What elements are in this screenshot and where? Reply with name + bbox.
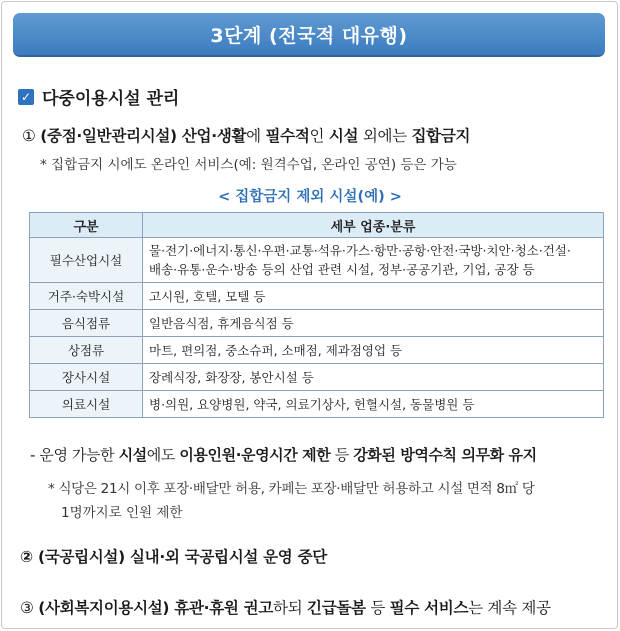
excluded-facilities-table bbox=[29, 212, 604, 418]
row-detail: 장례식장, 화장장, 봉안시설 등 bbox=[143, 364, 604, 391]
row-detail: 마트, 편의점, 중소슈퍼, 소매점, 제과점영업 등 bbox=[143, 337, 604, 364]
row-category: 상점류 bbox=[30, 337, 143, 364]
stage-title-banner bbox=[13, 13, 605, 55]
item-2 bbox=[20, 545, 327, 567]
item-1-text-d: 인 bbox=[309, 127, 329, 145]
row-category: 음식점류 bbox=[30, 310, 143, 337]
header-detail: 세부 업종·분류 bbox=[143, 213, 604, 238]
row-category: 장사시설 bbox=[30, 364, 143, 391]
item-3-text-f: 는 계속 제공 bbox=[468, 599, 551, 617]
item-1-text-c: 필수적 bbox=[265, 127, 310, 145]
row-category: 의료시설 bbox=[30, 391, 143, 418]
dash-text-d: 이용인원·운영시간 제한 bbox=[179, 446, 331, 464]
item-3-text-d: 등 bbox=[365, 599, 390, 617]
item-2-number: ② bbox=[20, 548, 33, 566]
table-caption: < 집합금지 제외 시설(예) > bbox=[218, 189, 402, 205]
dash-text-b: 시설 bbox=[118, 446, 147, 464]
header-category: 구분 bbox=[30, 213, 143, 238]
item-1-text-e: 시설 bbox=[328, 127, 359, 145]
item-1-text-f: 외에는 bbox=[358, 127, 412, 145]
table-row bbox=[30, 238, 604, 283]
item-1-text-a: (중점·일반관리시설) 산업·생활 bbox=[40, 127, 247, 145]
item-1-text-b: 에 bbox=[246, 127, 266, 145]
row-detail-line: 배송·유통·운수·방송 등의 산업 관련 시설, 정부·공공기관, 기업, 공장 등 bbox=[149, 262, 535, 277]
item-3 bbox=[20, 596, 551, 618]
item-3-text-c: 긴급돌봄 bbox=[307, 599, 366, 617]
item-3-text-b: 하되 bbox=[273, 599, 308, 617]
dash-text-e: 등 bbox=[330, 446, 354, 464]
row-category: 필수산업시설 bbox=[30, 238, 143, 283]
dash-text-c: 에도 bbox=[146, 446, 180, 464]
note-restaurant-line-1: * 식당은 21시 이후 포장·배달만 허용, 카페는 포장·배달만 허용하고 시설 면적 8㎡ 당 bbox=[48, 481, 535, 497]
item-3-text-a: (사회복지이용시설) 휴관·휴원 권고 bbox=[38, 599, 274, 617]
table-row bbox=[30, 391, 604, 418]
dash-text-a: - 운영 가능한 bbox=[30, 446, 119, 464]
checkbox-icon: ✓ bbox=[18, 89, 34, 105]
table-row bbox=[30, 337, 604, 364]
item-1-text-g: 집합금지 bbox=[411, 127, 471, 145]
item-1-number: ① bbox=[22, 127, 36, 145]
row-category: 거주·숙박시설 bbox=[30, 283, 143, 310]
row-detail-line: 물·전기·에너지·통신·우편·교통·석유·가스·항만·공항·안전·국방·치안·청소·건설· bbox=[149, 243, 571, 258]
item-3-text-e: 필수 서비스 bbox=[389, 599, 469, 617]
stage-title: 3단계 (전국적 대유행) bbox=[210, 24, 408, 47]
item-1 bbox=[22, 124, 470, 146]
table-row bbox=[30, 364, 604, 391]
table-row bbox=[30, 283, 604, 310]
note-restaurant-line-2: 1명까지로 인원 제한 bbox=[61, 505, 183, 521]
row-detail bbox=[143, 238, 604, 283]
section-label: 다중이용시설 관리 bbox=[42, 89, 180, 109]
row-detail: 병·의원, 요양병원, 약국, 의료기상사, 헌혈시설, 동물병원 등 bbox=[143, 391, 604, 418]
item-3-number: ③ bbox=[20, 599, 34, 617]
dash-text-f: 강화된 방역수칙 의무화 유지 bbox=[353, 446, 537, 464]
section-heading bbox=[18, 84, 179, 109]
note-online-services: * 집합금지 시에도 온라인 서비스(예: 원격수업, 온라인 공연) 등은 가능 bbox=[40, 157, 457, 173]
row-detail: 고시원, 호텔, 모텔 등 bbox=[143, 283, 604, 310]
operating-restriction-line bbox=[30, 444, 537, 465]
table-row bbox=[30, 310, 604, 337]
row-detail: 일반음식점, 휴게음식점 등 bbox=[143, 310, 604, 337]
item-2-text: (국공립시설) 실내·외 국공립시설 운영 중단 bbox=[37, 548, 327, 566]
